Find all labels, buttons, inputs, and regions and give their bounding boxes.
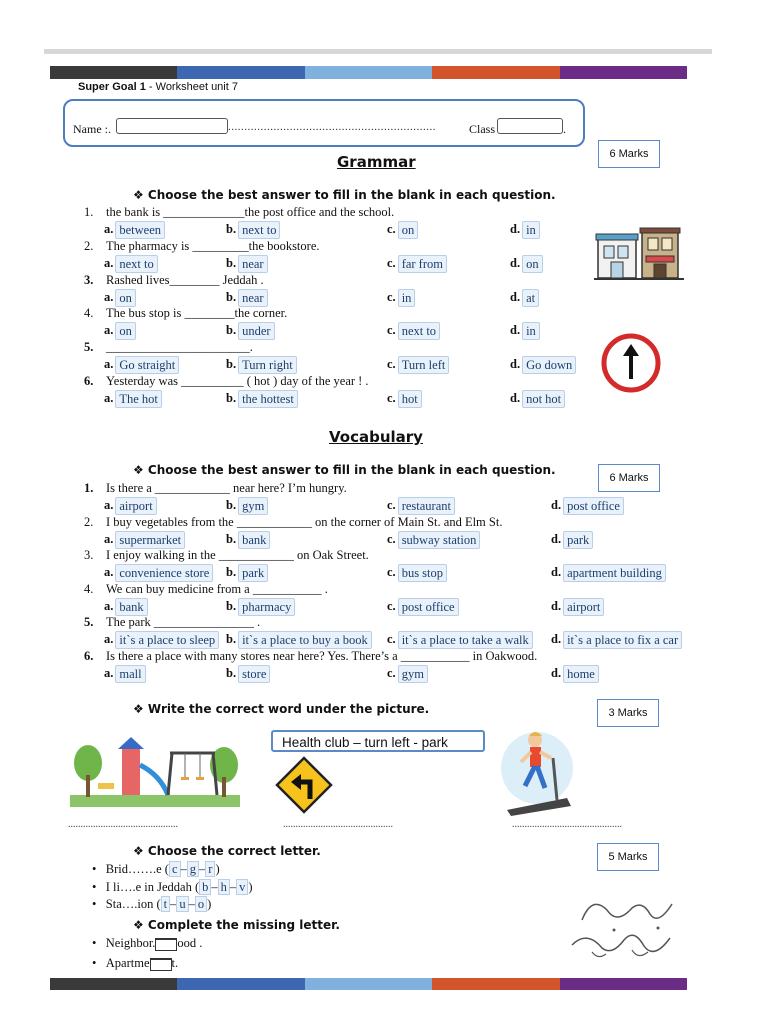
answer-option[interactable] — [104, 356, 179, 374]
option-letter: c. — [387, 497, 396, 512]
answer-option[interactable] — [510, 390, 565, 408]
option-text: home — [563, 665, 599, 683]
item-suffix: ) — [215, 862, 220, 876]
vocabulary-marks: 6 Marks — [598, 464, 660, 492]
option-text: bank — [238, 531, 270, 549]
answer-option[interactable] — [104, 322, 136, 340]
answer-option[interactable] — [387, 356, 449, 374]
option-letter: b. — [226, 255, 237, 270]
question-number: 6. — [84, 649, 94, 663]
question-number: 3. — [84, 548, 94, 563]
answer-option[interactable] — [226, 497, 268, 515]
answer-option[interactable] — [387, 390, 422, 408]
question-sentence: the bank is _____________the post office and the school. — [106, 205, 395, 219]
answer-line-2[interactable]: ............................................ — [283, 819, 393, 830]
question-text — [84, 306, 287, 321]
letter-option[interactable]: c — [169, 861, 181, 877]
missing-letter-item — [92, 936, 202, 951]
bullet-dot: • — [92, 936, 97, 950]
question-text — [84, 374, 369, 389]
stripe-seg — [50, 978, 177, 990]
option-text: Turn left — [398, 356, 450, 374]
question-number: 2. — [84, 238, 94, 253]
question-number: 4. — [84, 581, 94, 596]
letter-choice-item: • Sta….ion ( t – u – o ) — [92, 897, 212, 911]
word-start: Apartme — [105, 956, 150, 970]
letter-option[interactable]: u — [176, 896, 188, 912]
option-letter: a. — [104, 221, 114, 236]
answer-option[interactable] — [104, 289, 136, 307]
letter-option[interactable]: g — [187, 861, 199, 877]
missing-letter-instruction: ❖ Complete the missing letter. — [133, 918, 340, 932]
answer-option[interactable] — [226, 390, 298, 408]
option-text: on — [398, 221, 419, 239]
item-suffix: ) — [207, 897, 212, 911]
question-text — [84, 649, 537, 664]
write-word-instruction: ❖ Write the correct word under the picture. — [133, 702, 430, 716]
question-text — [84, 239, 320, 254]
name-field[interactable] — [116, 118, 228, 134]
option-text: not hot — [522, 390, 565, 408]
option-text: convenience store — [115, 564, 213, 582]
item-suffix: ) — [248, 879, 253, 894]
option-letter: d. — [551, 598, 562, 613]
question-sentence: Is there a place with many stores near here? Yes. There’s a ___________ in Oakwood. — [106, 649, 538, 663]
answer-option[interactable] — [510, 322, 540, 340]
option-text: near — [238, 255, 268, 273]
worksheet-title-bold: Super Goal 1 — [78, 81, 146, 93]
option-letter: c. — [387, 531, 396, 546]
option-text: airport — [563, 598, 604, 616]
option-letter: b. — [226, 665, 237, 680]
bottom-color-stripe — [50, 978, 687, 990]
option-letter: a. — [104, 598, 114, 613]
option-text: store — [238, 665, 270, 683]
option-letter: d. — [551, 497, 562, 512]
word-bank: Health club – turn left - park — [271, 730, 485, 752]
answer-option[interactable] — [387, 289, 415, 307]
option-letter: b. — [226, 221, 237, 236]
option-text: it`s a place to sleep — [115, 631, 219, 649]
letter-option[interactable]: r — [205, 861, 215, 877]
option-text: it`s a place to fix a car — [563, 631, 682, 649]
stripe-seg — [560, 978, 687, 990]
answer-option[interactable] — [226, 255, 268, 273]
option-text: post office — [563, 497, 624, 515]
stripe-seg — [177, 66, 304, 79]
question-text — [84, 548, 369, 563]
option-letter: c. — [387, 565, 396, 580]
question-number: 4. — [84, 306, 94, 321]
option-text: apartment building — [563, 564, 666, 582]
top-divider — [44, 49, 712, 54]
write-word-marks: 3 Marks — [597, 699, 659, 727]
word-end: ood . — [177, 936, 203, 950]
question-sentence: The pharmacy is _________the bookstore. — [106, 238, 320, 253]
answer-option[interactable] — [387, 564, 447, 582]
letter-option[interactable]: o — [195, 896, 207, 912]
letter-choice-item: • Brid…….e ( c – g – r ) — [92, 862, 220, 876]
question-sentence: The park ________________ . — [106, 615, 261, 630]
option-letter: d. — [510, 390, 521, 405]
question-sentence: _______________________. — [106, 340, 253, 355]
answer-option[interactable] — [387, 497, 455, 515]
option-letter: a. — [104, 289, 114, 304]
answer-option[interactable] — [226, 289, 268, 307]
answer-option[interactable] — [104, 497, 157, 515]
option-letter: c. — [387, 221, 396, 236]
class-end: . — [563, 122, 566, 136]
question-sentence: Is there a ____________ near here? I’m hungry. — [106, 481, 347, 495]
option-text: hot — [398, 390, 422, 408]
item-prefix: Brid…….e ( — [105, 862, 169, 876]
missing-letter-blank[interactable] — [150, 958, 172, 971]
item-prefix: Sta….ion ( — [105, 897, 161, 911]
word-start: Neighbor. — [105, 936, 156, 950]
question-text — [84, 481, 347, 496]
option-letter: a. — [104, 565, 114, 580]
grammar-marks: 6 Marks — [598, 140, 660, 168]
question-number: 5. — [84, 340, 94, 355]
option-letter: d. — [510, 221, 521, 236]
answer-option[interactable] — [226, 221, 280, 239]
answer-option[interactable] — [104, 531, 185, 549]
option-letter: b. — [226, 390, 237, 405]
option-text: supermarket — [115, 531, 185, 549]
option-text: gym — [238, 497, 268, 515]
answer-option[interactable] — [226, 322, 275, 340]
option-letter: c. — [387, 665, 396, 680]
stripe-seg — [432, 978, 559, 990]
question-sentence: The bus stop is ________the corner. — [106, 306, 288, 321]
option-text: Go down — [522, 356, 576, 374]
letter-choice-item: • I li….e in Jeddah ( b – h – v ) — [92, 879, 253, 894]
stripe-seg — [432, 66, 559, 79]
handwritten-signature — [562, 890, 682, 965]
option-letter: c. — [387, 357, 396, 372]
item-prefix: I li….e in Jeddah ( — [105, 879, 200, 894]
option-text: in — [522, 221, 540, 239]
option-letter: a. — [104, 255, 114, 270]
answer-option[interactable] — [104, 390, 162, 408]
answer-option[interactable] — [551, 564, 666, 582]
question-number: 5. — [84, 615, 94, 630]
name-dots: ................................................................ — [228, 121, 436, 133]
answer-option[interactable] — [104, 564, 213, 582]
option-text: at — [522, 289, 539, 307]
bullet-dot: • — [92, 897, 97, 911]
option-letter: c. — [387, 390, 396, 405]
go-straight-sign — [601, 333, 661, 393]
option-letter: d. — [510, 323, 521, 338]
worksheet-title — [78, 81, 238, 93]
answer-option[interactable] — [551, 631, 682, 649]
letter-option[interactable]: b — [199, 879, 211, 895]
answer-option[interactable] — [104, 255, 158, 273]
option-text: far from — [398, 255, 447, 273]
stripe-seg — [560, 66, 687, 79]
correct-letter-instruction: ❖ Choose the correct letter. — [133, 844, 321, 858]
question-number: 1. — [84, 481, 94, 495]
option-letter: d. — [510, 255, 521, 270]
grammar-instruction: ❖ Choose the best answer to fill in the blank in each question. — [133, 188, 556, 202]
option-letter: b. — [226, 497, 237, 512]
option-text: post office — [398, 598, 459, 616]
option-letter: b. — [226, 565, 237, 580]
answer-option[interactable] — [510, 221, 540, 239]
missing-letter-item — [92, 956, 178, 971]
answer-option[interactable] — [226, 564, 268, 582]
letter-option[interactable]: t — [161, 896, 170, 912]
option-letter: a. — [104, 323, 114, 338]
answer-line-3[interactable]: ............................................ — [512, 819, 622, 830]
stripe-seg — [305, 66, 432, 79]
question-text — [84, 205, 394, 220]
vocabulary-title: Vocabulary — [329, 428, 423, 446]
question-text — [84, 273, 264, 288]
option-letter: c. — [387, 255, 396, 270]
option-letter: a. — [104, 357, 114, 372]
bullet-dot: • — [92, 879, 97, 894]
stripe-seg — [305, 978, 432, 990]
option-text: on — [115, 322, 136, 340]
answer-option[interactable] — [387, 255, 447, 273]
option-letter: b. — [226, 357, 237, 372]
option-text: bank — [115, 598, 147, 616]
park-picture — [70, 735, 240, 810]
answer-option[interactable] — [387, 598, 459, 616]
bullet-dot: • — [92, 956, 97, 970]
option-letter: d. — [510, 357, 521, 372]
option-text: bus stop — [398, 564, 447, 582]
class-field[interactable] — [497, 118, 563, 134]
option-letter: a. — [104, 665, 114, 680]
option-text: it`s a place to buy a book — [238, 631, 372, 649]
option-letter: a. — [104, 497, 114, 512]
question-sentence: Yesterday was __________ ( hot ) day of the year ! . — [106, 374, 369, 388]
answer-option[interactable] — [551, 497, 624, 515]
option-letter: b. — [226, 531, 237, 546]
class-label: Class — [469, 122, 496, 136]
question-number: 6. — [84, 374, 94, 388]
vocabulary-instruction: ❖ Choose the best answer to fill in the blank in each question. — [133, 463, 556, 477]
letter-option[interactable]: v — [236, 879, 248, 895]
answer-option[interactable] — [510, 289, 539, 307]
question-text — [84, 582, 328, 597]
health-club-picture — [497, 728, 577, 816]
option-text: subway station — [398, 531, 481, 549]
answer-option[interactable] — [551, 598, 604, 616]
word-end: t. — [171, 956, 179, 970]
question-sentence: I buy vegetables from the ____________ on the corner of Main St. and Elm St. — [106, 514, 503, 529]
option-text: between — [115, 221, 165, 239]
option-text: next to — [115, 255, 157, 273]
option-text: airport — [115, 497, 156, 515]
option-letter: d. — [551, 565, 562, 580]
option-text: park — [238, 564, 268, 582]
option-text: next to — [398, 322, 440, 340]
option-letter: b. — [226, 289, 237, 304]
option-text: park — [563, 531, 593, 549]
top-color-stripe — [50, 66, 687, 79]
option-text: The hot — [115, 390, 162, 408]
question-sentence: I enjoy walking in the ____________ on Oak Street. — [106, 548, 369, 563]
answer-option[interactable] — [226, 356, 297, 374]
answer-option[interactable] — [104, 598, 148, 616]
option-letter: a. — [104, 632, 114, 647]
option-text: in — [398, 289, 416, 307]
option-letter: d. — [551, 531, 562, 546]
answer-option[interactable] — [510, 255, 543, 273]
option-text: on — [115, 289, 136, 307]
worksheet-title-rest: - Worksheet unit 7 — [145, 81, 238, 93]
missing-letter-blank[interactable] — [155, 938, 177, 951]
option-letter: a. — [104, 531, 114, 546]
option-letter: a. — [104, 390, 114, 405]
stripe-seg — [177, 978, 304, 990]
option-text: pharmacy — [238, 598, 295, 616]
option-letter: d. — [551, 665, 562, 680]
option-letter: b. — [226, 323, 237, 338]
answer-option[interactable] — [387, 665, 428, 683]
option-text: in — [522, 322, 540, 340]
option-letter: c. — [387, 289, 396, 304]
turn-left-sign — [274, 755, 334, 815]
question-number: 1. — [84, 205, 94, 219]
answer-option[interactable] — [387, 531, 480, 549]
answer-option[interactable] — [387, 631, 533, 649]
answer-option[interactable] — [226, 598, 295, 616]
option-text: Go straight — [115, 356, 179, 374]
answer-line-1[interactable]: ............................................ — [68, 819, 178, 830]
name-label: Name :. — [73, 122, 111, 136]
option-text: Turn right — [238, 356, 297, 374]
stripe-seg — [50, 66, 177, 79]
question-text — [84, 615, 260, 630]
option-letter: d. — [510, 289, 521, 304]
option-letter: b. — [226, 632, 237, 647]
option-letter: c. — [387, 323, 396, 338]
option-text: next to — [238, 221, 280, 239]
option-letter: c. — [387, 632, 396, 647]
answer-option[interactable] — [551, 665, 599, 683]
question-number: 2. — [84, 514, 94, 529]
answer-option[interactable] — [104, 631, 219, 649]
letter-option[interactable]: h — [218, 879, 230, 895]
answer-option[interactable] — [387, 221, 418, 239]
question-sentence: We can buy medicine from a ___________ . — [106, 581, 328, 596]
answer-option[interactable] — [510, 356, 576, 374]
correct-letter-marks: 5 Marks — [597, 843, 659, 871]
option-text: it`s a place to take a walk — [398, 631, 533, 649]
answer-option[interactable] — [226, 531, 270, 549]
buildings-picture — [594, 224, 684, 286]
option-letter: b. — [226, 598, 237, 613]
question-sentence: Rashed lives________ Jeddah . — [106, 272, 264, 287]
answer-option[interactable] — [387, 322, 440, 340]
option-text: on — [522, 255, 543, 273]
question-text — [84, 515, 502, 530]
option-text: gym — [398, 665, 428, 683]
option-text: near — [238, 289, 268, 307]
answer-option[interactable] — [104, 221, 165, 239]
option-letter: c. — [387, 598, 396, 613]
option-text: restaurant — [398, 497, 455, 515]
answer-option[interactable] — [551, 531, 593, 549]
grammar-title: Grammar — [337, 153, 416, 171]
option-text: mall — [115, 665, 145, 683]
answer-option[interactable] — [226, 631, 372, 649]
question-text — [84, 340, 253, 355]
answer-option[interactable] — [226, 665, 270, 683]
bullet-dot: • — [92, 862, 97, 876]
option-text: under — [238, 322, 274, 340]
answer-option[interactable] — [104, 665, 146, 683]
question-number: 3. — [84, 272, 94, 287]
option-letter: d. — [551, 632, 562, 647]
option-text: the hottest — [238, 390, 298, 408]
